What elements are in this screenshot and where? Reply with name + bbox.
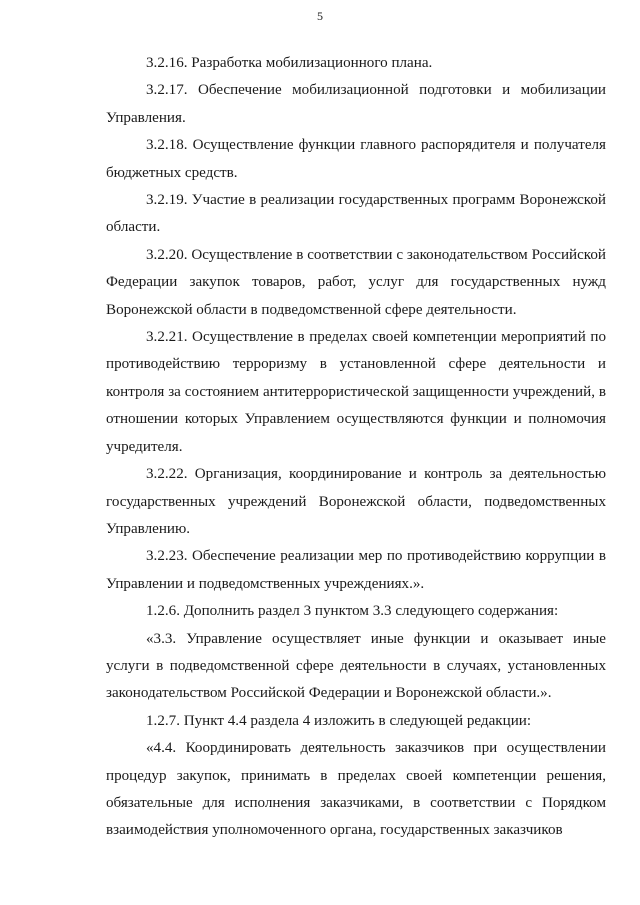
paragraph-3-2-22: 3.2.22. Организация, координирование и контроль за деятельностью государственных учреждений Воронежской области, подведомственных Управлению. (106, 466, 606, 537)
paragraph-3-2-21: 3.2.21. Осуществление в пределах своей компетенции мероприятий по противодействию терроризму в установленной сфере деятельности и контроля за состоянием антитеррористической защищенности учреждений, в отношении которых Управлением осуществляются функции и полномочия учредителя. (106, 329, 606, 455)
paragraph-3-2-18: 3.2.18. Осуществление функции главного распорядителя и получателя бюджетных средств. (106, 137, 606, 181)
paragraph-1-2-6: 1.2.6. Дополнить раздел 3 пунктом 3.3 следующего содержания: (146, 603, 559, 620)
page-number: 5 (317, 9, 323, 23)
paragraph-quote-4-4: «4.4. Координировать деятельность заказчиков при осуществлении процедур закупок, принимать в пределах своей компетенции решения, обязательные для исполнения заказчиками, в соответствии с Порядком взаимодействия уполномоченного органа, государственных заказчиков (106, 740, 606, 839)
paragraph-3-2-23: 3.2.23. Обеспечение реализации мер по противодействию коррупции в Управлении и подведомственных учреждениях.». (106, 548, 606, 592)
paragraph-quote-3-3: «3.3. Управление осуществляет иные функции и оказывает иные услуги в подведомственной сфере деятельности в случаях, установленных законодательством Российской Федерации и Воронежской области.». (106, 630, 606, 702)
paragraph-3-2-20: 3.2.20. Осуществление в соответствии с законодательством Российской Федерации закупок товаров, работ, услуг для государственных нужд Воронежской области в подведомственной сфере деятельности. (106, 246, 606, 318)
document-body (106, 50, 606, 845)
paragraph-1-2-7: 1.2.7. Пункт 4.4 раздела 4 изложить в следующей редакции: (146, 712, 532, 729)
paragraph-3-2-16: 3.2.16. Разработка мобилизационного плана. (146, 55, 433, 71)
paragraph-3-2-19: 3.2.19. Участие в реализации государственных программ Воронежской области. (106, 192, 606, 236)
paragraph-3-2-17: 3.2.17. Обеспечение мобилизационной подготовки и мобилизации Управления. (106, 82, 606, 126)
